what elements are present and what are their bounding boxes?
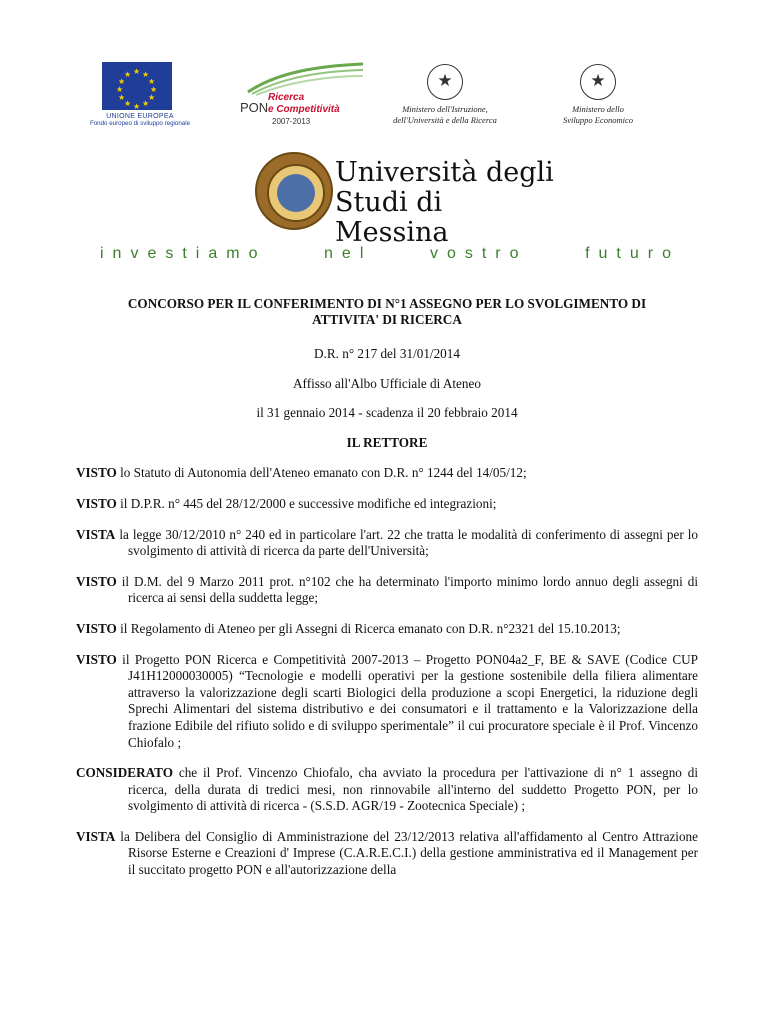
eu-logo — [80, 62, 200, 127]
paragraph-text: il D.P.R. n° 445 del 28/12/2000 e successive modifiche ed integrazioni; — [116, 495, 497, 511]
eu-name: UNIONE EUROPEA — [106, 113, 174, 120]
paragraph — [76, 496, 698, 513]
paragraph-lead: VISTO — [76, 651, 117, 667]
pon-years: 2007-2013 — [272, 117, 311, 126]
eu-flag-icon: ★ ★ ★ ★ ★ ★ ★ ★ ★ ★ ★ ★ — [102, 62, 172, 110]
ministry2-line2: Sviluppo Economico — [562, 115, 634, 125]
paragraph-text: la legge 30/12/2010 n° 240 ed in particolare l'art. 22 che tratta le modalità di conferimento di assegni per lo svolgimento di attività di ricerca da parte dell'Università; — [115, 526, 698, 559]
paragraph-text: la Delibera del Consiglio di Amministrazione del 23/12/2013 relativa all'affidamento al Centro Attrazione Risorse Esterne e Creazioni d' Imprese (C.A.R.E.C.I.) della gestione amministrativa ed il Management per il succitato progetto PON e all'autorizzazione della — [115, 828, 698, 878]
paragraph — [76, 652, 698, 752]
paragraph — [76, 465, 698, 482]
ministry-economic-logo — [528, 64, 668, 126]
paragraph — [76, 574, 698, 607]
paragraph — [76, 527, 698, 560]
document-body — [76, 296, 698, 879]
republic-emblem-icon — [427, 64, 463, 100]
university-name-line2: Studi di Messina — [335, 187, 449, 248]
ministry-education-logo — [375, 64, 515, 126]
paragraph-lead: CONSIDERATO — [76, 765, 173, 781]
header-logos — [0, 62, 770, 134]
ministry2-line1: Ministero dello — [572, 104, 624, 114]
paragraph — [76, 621, 698, 638]
republic-emblem-icon — [580, 64, 616, 100]
paragraph — [76, 765, 698, 815]
paragraph-lead: VISTO — [76, 620, 117, 636]
decree-number: D.R. n° 217 del 31/01/2014 — [314, 346, 460, 361]
paragraph-text: il Progetto PON Ricerca e Competitività 2007-2013 – Progetto PON04a2_F, BE & SAVE (Codice CUP J41H12000030005) “Tecnologie e modelli operativi per la gestione sostenibile della filiera alimentare attraverso la valorizzazione degli scarti Biologici della produzione a scopi Energetici, la riduzione degli Sprechi Alimentari del sistema distributivo e dei consumatori e il trattamento e la Valorizzazione della frazione Edibile del rifiuto solido e di sviluppo sperimentale” il cui procuratore speciale è il Prof. Vincenzo Chiofalo ; — [116, 651, 698, 750]
paragraph-lead: VISTA — [76, 526, 116, 542]
dates-line: il 31 gennaio 2014 - scadenza il 20 febbraio 2014 — [256, 405, 518, 421]
university-seal-icon — [255, 152, 333, 230]
paragraph-text: lo Statuto di Autonomia dell'Ateneo emanato con D.R. n° 1244 del 14/05/12; — [116, 465, 527, 481]
document-title: CONCORSO PER IL CONFERIMENTO DI N°1 ASSEGNO PER LO SVOLGIMENTO DI ATTIVITA' DI RICERCA — [127, 296, 647, 327]
paragraph-lead: VISTO — [76, 573, 117, 589]
eu-fund: Fondo europeo di sviluppo regionale — [89, 120, 191, 127]
slogan-word: vostro — [429, 245, 528, 262]
ministry1-line1: Ministero dell'Istruzione, — [402, 104, 488, 114]
paragraph-text: che il Prof. Vincenzo Chiofalo, cha avviato la procedura per l'attivazione di n° 1 assegno di ricerca, della durata di tredici mesi, non rinnovabile all'interno del suddetto Progetto PON, per lo svolgimento di attività di ricerca - (S.S.D. AGR/19 - Zootecnica Speciale) ; — [128, 765, 698, 814]
slogan-word: futuro — [585, 245, 680, 262]
pon-line1: Ricerca — [268, 92, 305, 103]
slogan-word: nel — [324, 245, 373, 262]
paragraph-lead: VISTO — [76, 465, 117, 481]
heading: IL RETTORE — [346, 434, 428, 450]
slogan — [100, 245, 680, 263]
pon-word: PON — [240, 100, 269, 115]
paragraph-text: il Regolamento di Ateneo per gli Assegni di Ricerca emanato con D.R. n°2321 del 15.10.2013; — [116, 620, 621, 636]
pon-logo — [238, 62, 368, 132]
university-logo — [255, 152, 555, 248]
paragraph — [76, 829, 698, 879]
posting-note: Affisso all'Albo Ufficiale di Ateneo — [293, 375, 481, 391]
paragraph-lead: VISTA — [76, 828, 116, 844]
paragraph-lead: VISTO — [76, 495, 117, 511]
ministry1-line2: dell'Università e della Ricerca — [393, 115, 497, 125]
paragraph-text: il D.M. del 9 Marzo 2011 prot. n°102 che ha determinato l'importo minimo lordo annuo degli assegni di ricerca ai sensi della suddetta legge; — [116, 573, 698, 606]
university-name-line1: Università degli — [335, 157, 554, 188]
pon-line2: e Competitività — [268, 104, 340, 115]
slogan-word: investiamo — [100, 245, 267, 262]
pon-swoosh-icon — [238, 62, 368, 96]
